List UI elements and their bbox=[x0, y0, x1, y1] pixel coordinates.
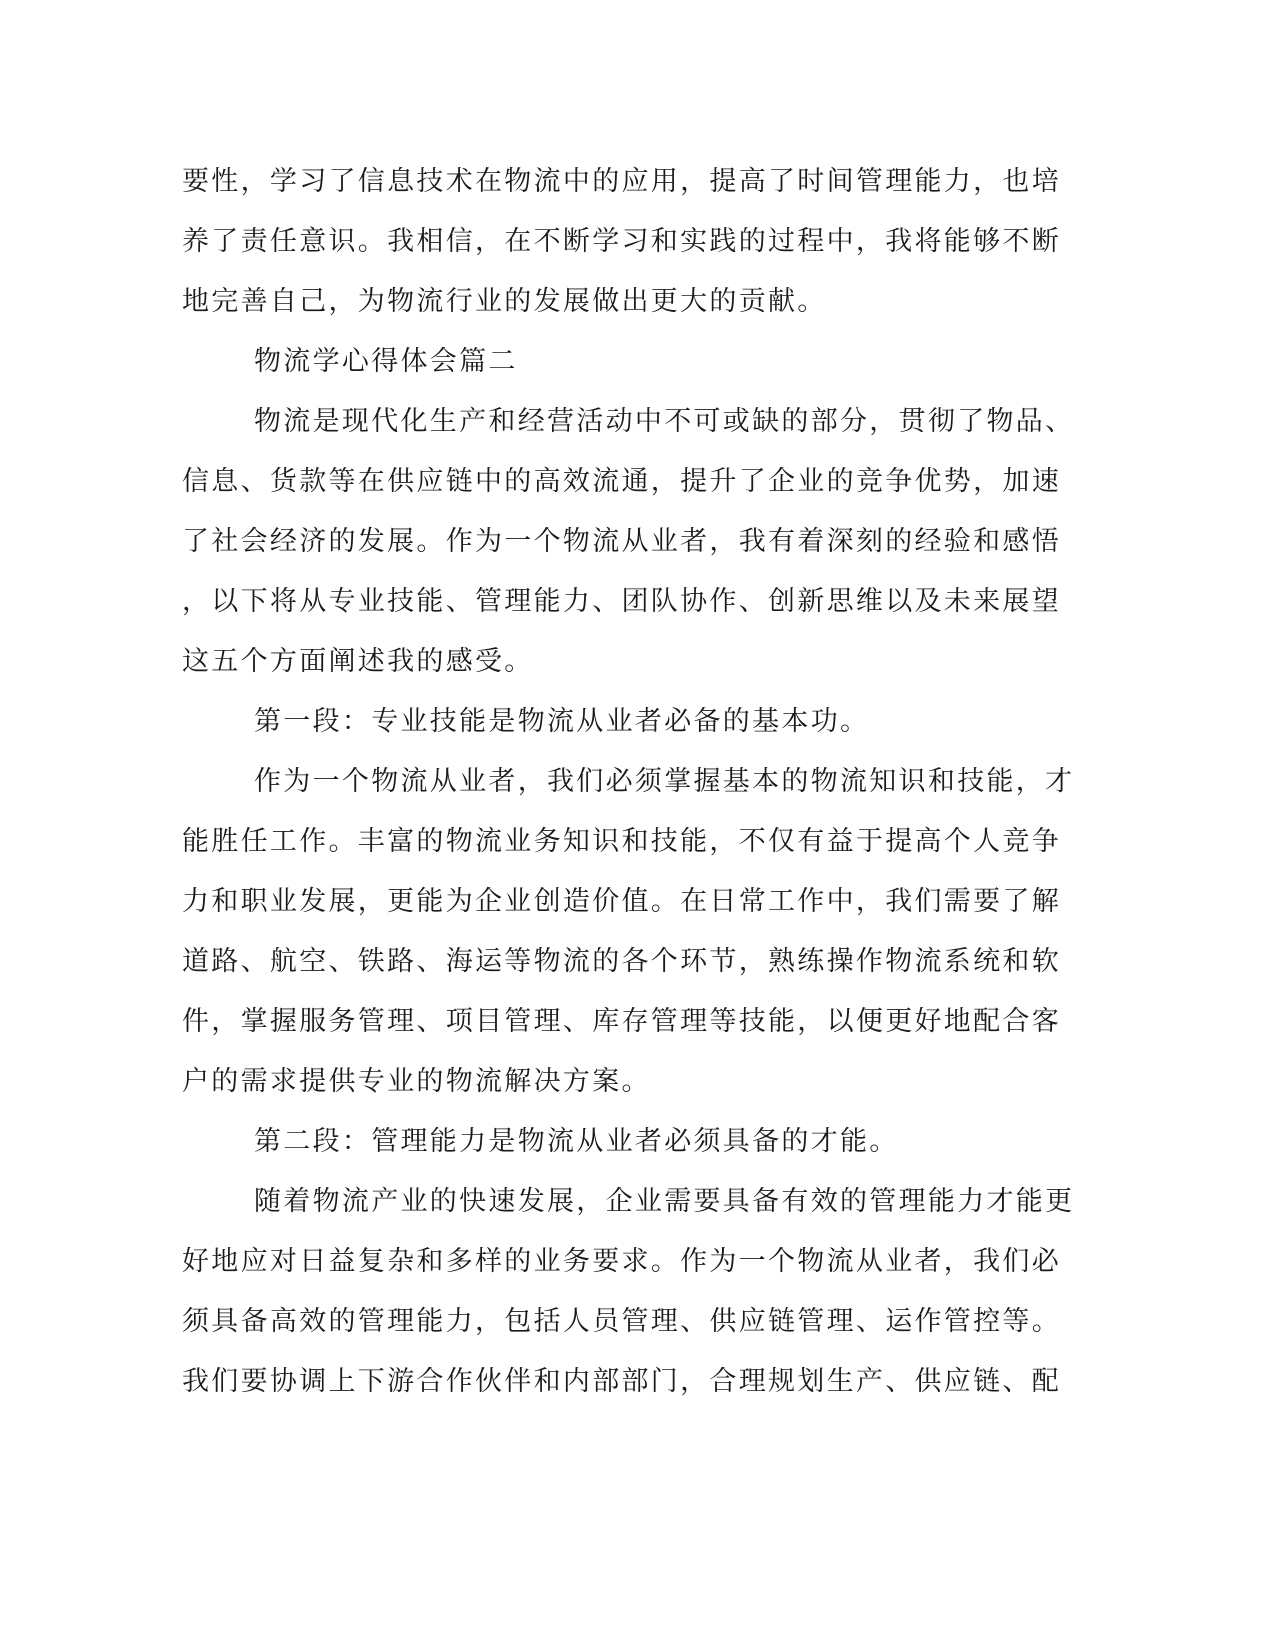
text-line: 了社会经济的发展。作为一个物流从业者，我有着深刻的经验和感悟 bbox=[182, 526, 1061, 557]
section-heading: 第二段：管理能力是物流从业者必须具备的才能。 bbox=[254, 1126, 899, 1157]
text-line: 件，掌握服务管理、项目管理、库存管理等技能，以便更好地配合客 bbox=[182, 1006, 1061, 1037]
text-line: ，以下将从专业技能、管理能力、团队协作、创新思维以及未来展望 bbox=[182, 586, 1061, 617]
document-page bbox=[182, 152, 1075, 1412]
text-line: 随着物流产业的快速发展，企业需要具备有效的管理能力才能更 bbox=[254, 1186, 1075, 1217]
text-line: 道路、航空、铁路、海运等物流的各个环节，熟练操作物流系统和软 bbox=[182, 946, 1061, 977]
text-line: 这五个方面阐述我的感受。 bbox=[182, 646, 534, 677]
text-line: 须具备高效的管理能力，包括人员管理、供应链管理、运作管控等。 bbox=[182, 1306, 1061, 1337]
text-line: 作为一个物流从业者，我们必须掌握基本的物流知识和技能，才 bbox=[254, 766, 1075, 797]
text-line: 好地应对日益复杂和多样的业务要求。作为一个物流从业者，我们必 bbox=[182, 1246, 1061, 1277]
text-line: 地完善自己，为物流行业的发展做出更大的贡献。 bbox=[182, 286, 827, 317]
text-line: 信息、货款等在供应链中的高效流通，提升了企业的竞争优势，加速 bbox=[182, 466, 1061, 497]
text-line: 物流是现代化生产和经营活动中不可或缺的部分，贯彻了物品、 bbox=[254, 406, 1075, 437]
text-line: 力和职业发展，更能为企业创造价值。在日常工作中，我们需要了解 bbox=[182, 886, 1061, 917]
text-line: 我们要协调上下游合作伙伴和内部部门，合理规划生产、供应链、配 bbox=[182, 1366, 1061, 1397]
text-line: 能胜任工作。丰富的物流业务知识和技能，不仅有益于提高个人竞争 bbox=[182, 826, 1061, 857]
text-line: 养了责任意识。我相信，在不断学习和实践的过程中，我将能够不断 bbox=[182, 226, 1061, 257]
section-title: 物流学心得体会篇二 bbox=[254, 346, 518, 377]
text-line: 户的需求提供专业的物流解决方案。 bbox=[182, 1066, 651, 1097]
section-heading: 第一段：专业技能是物流从业者必备的基本功。 bbox=[254, 706, 870, 737]
text-line: 要性，学习了信息技术在物流中的应用，提高了时间管理能力，也培 bbox=[182, 166, 1061, 197]
